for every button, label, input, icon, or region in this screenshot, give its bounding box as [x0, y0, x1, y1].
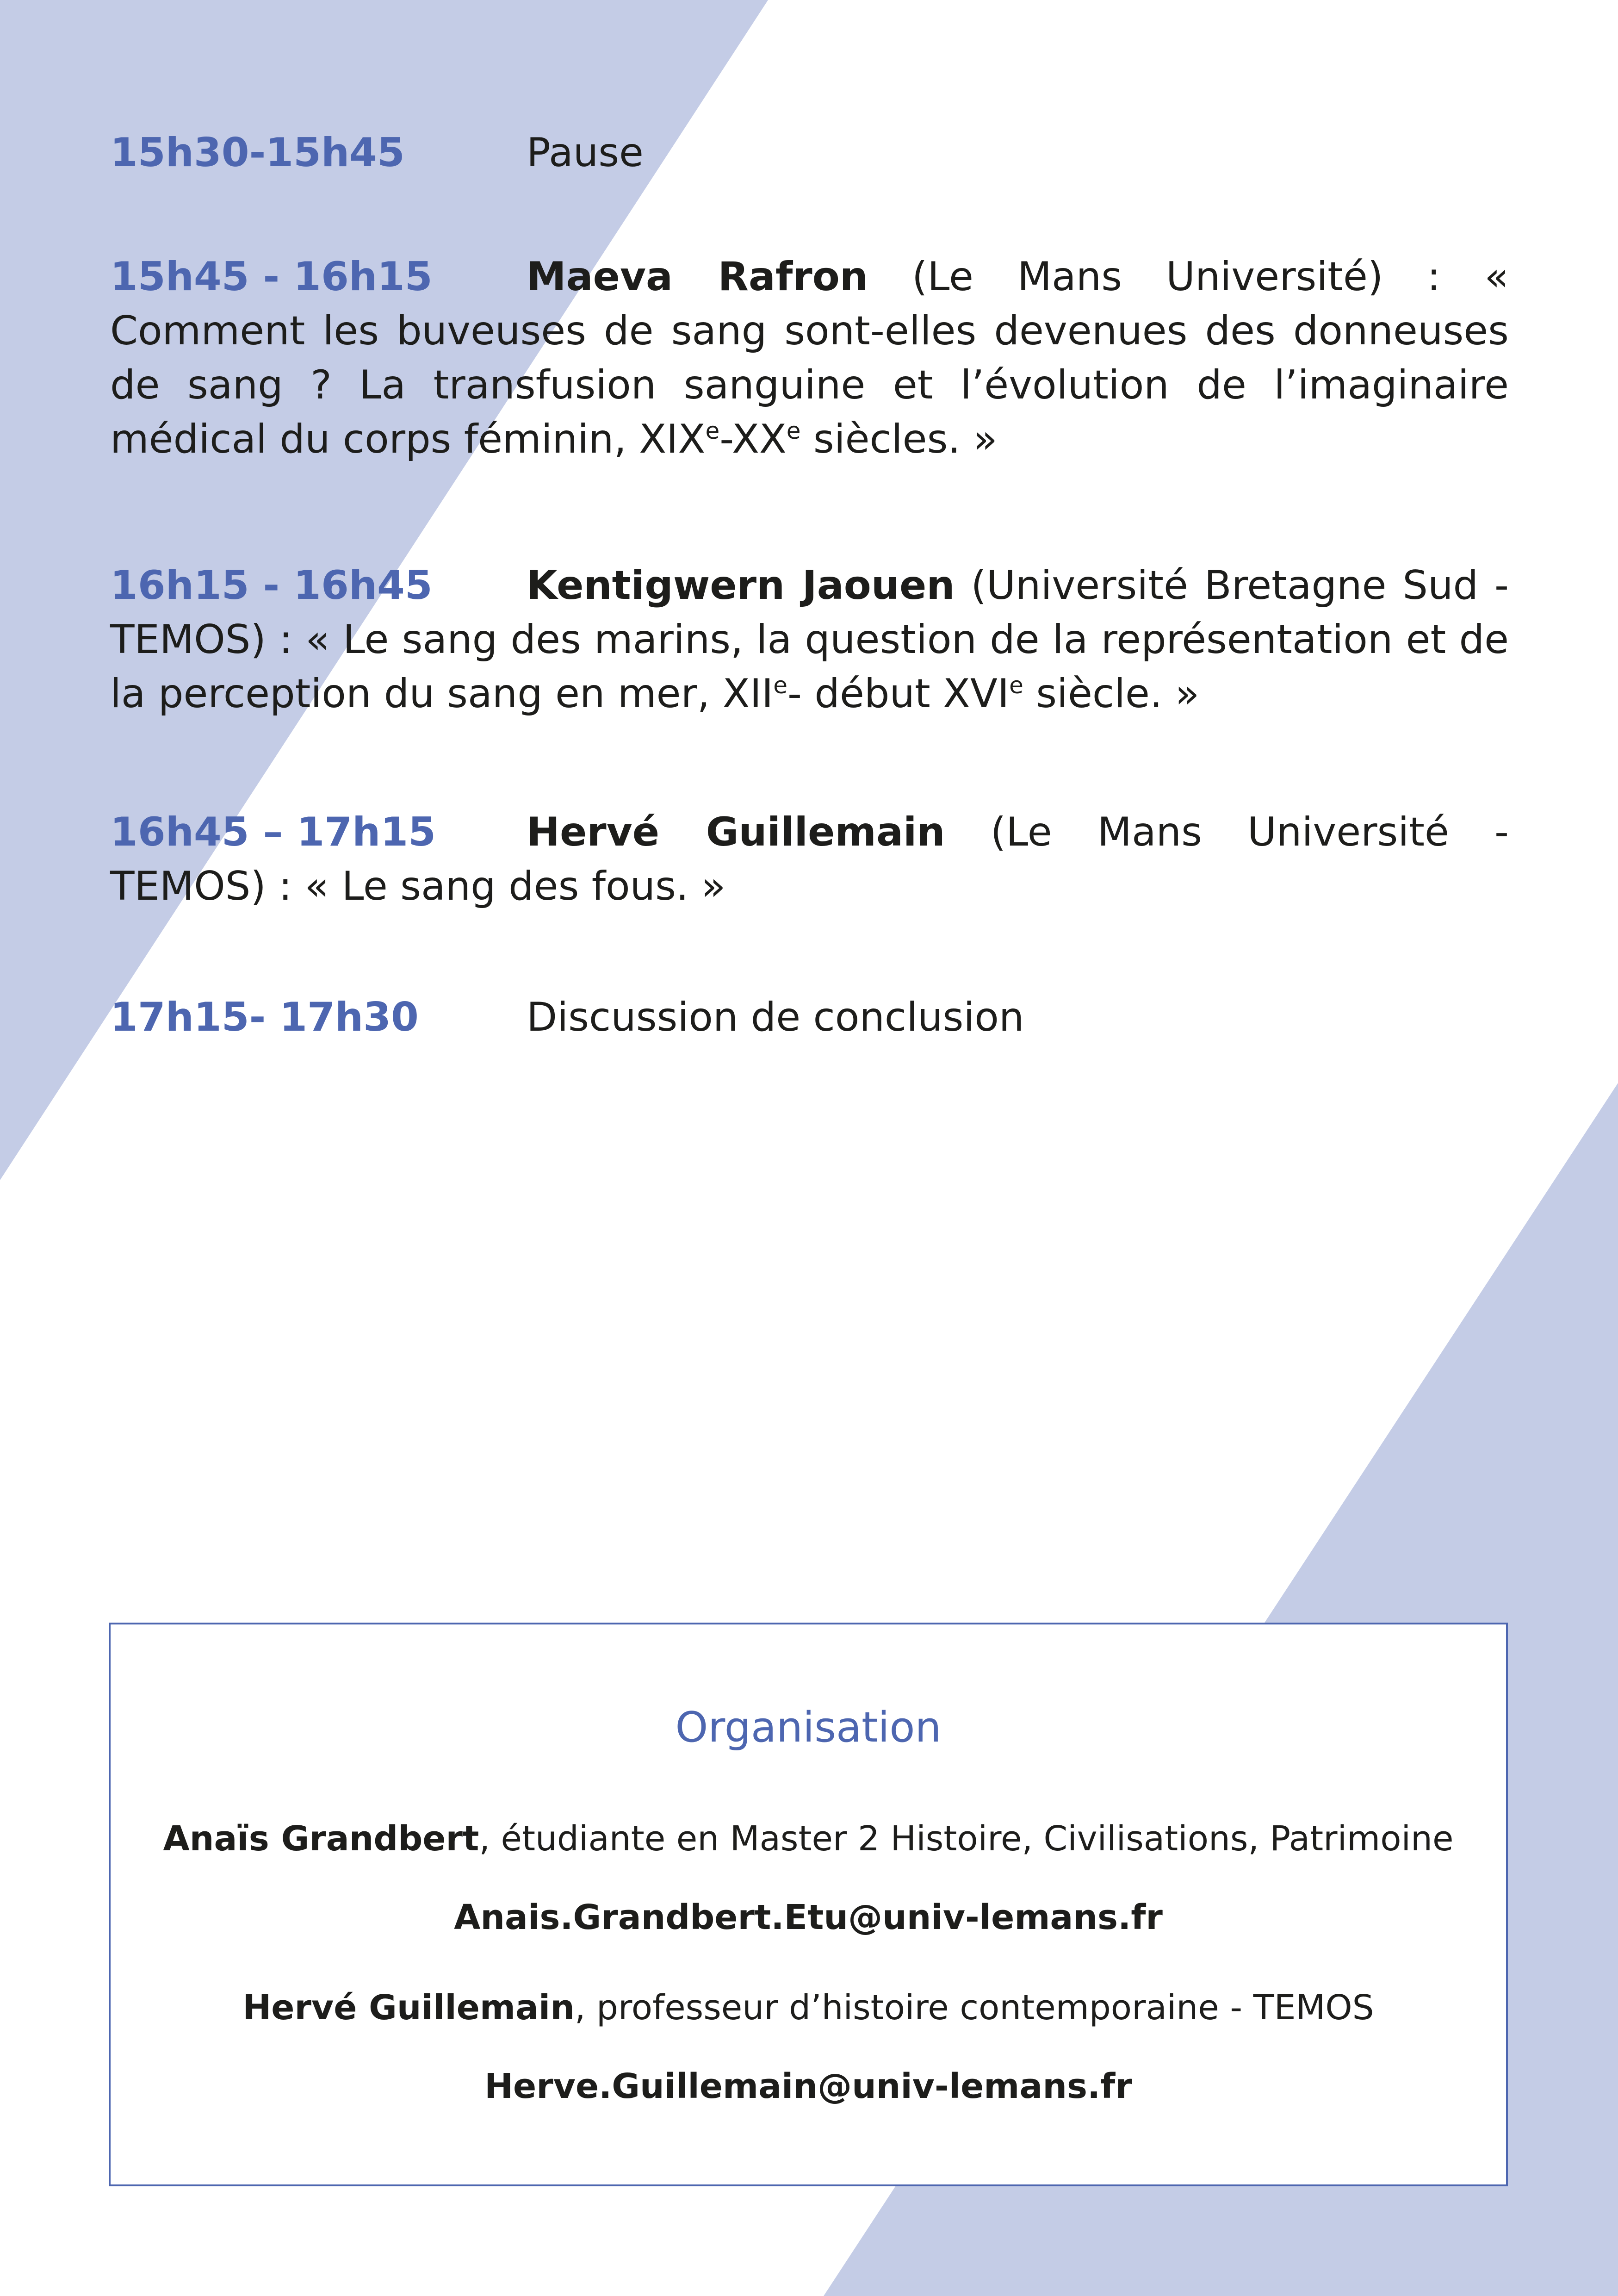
time-slot: 17h15- 17h30 [110, 994, 419, 1040]
organiser-name: Anaïs Grandbert [163, 1819, 479, 1859]
organiser-name: Hervé Guillemain [242, 1988, 575, 2028]
schedule-item-talk-1 [110, 250, 1509, 467]
item-text: Pause [527, 130, 644, 176]
speaker-name: Kentigwern Jaouen [527, 562, 955, 609]
organiser-role: , étudiante en Master 2 Histoire, Civilisations, Patrimoine [479, 1819, 1454, 1859]
time-slot: 16h45 – 17h15 [110, 809, 436, 855]
organiser-role: , professeur d’histoire contemporaine - TEMOS [574, 1988, 1374, 2028]
superscript: e [705, 417, 720, 444]
time-slot: 15h45 - 16h15 [110, 254, 433, 300]
email-link[interactable]: Anais.Grandbert.Etu@univ-lemans.fr [454, 1898, 1163, 1937]
item-text: Discussion de conclusion [527, 994, 1024, 1040]
schedule-item-talk-3 [110, 805, 1509, 914]
speaker-name: Maeva Rafron [527, 254, 868, 300]
speaker-name: Hervé Guillemain [527, 809, 945, 855]
organiser-1 [111, 1819, 1506, 1859]
talk-details: (Le Mans Université - TEMOS) : « Le sang des fous. » [110, 809, 1509, 909]
talk-details: (Le Mans Université) : « Comment les buveuses de sang sont-elles devenues des donneuses de sang ? La transfusion sanguine et l’évolution de l’imaginaire médical du corps féminin, XIX [110, 254, 1509, 462]
time-slot: 15h30-15h45 [110, 130, 405, 176]
talk-details-mid: - début XVI [787, 671, 1010, 717]
superscript: e [1009, 672, 1023, 699]
superscript: e [773, 672, 788, 699]
talk-details-mid: -XX [719, 416, 787, 462]
organisation-box [109, 1623, 1508, 2186]
time-slot: 16h15 - 16h45 [110, 562, 433, 609]
organiser-1-email[interactable] [111, 1898, 1506, 1937]
talk-details-tail: siècle. » [1023, 671, 1200, 717]
schedule-item-conclusion [110, 990, 1509, 1045]
schedule-item-pause [110, 126, 1509, 180]
schedule-item-talk-2 [110, 559, 1509, 721]
talk-details: (Université Bretagne Sud - TEMOS) : « Le sang des marins, la question de la représentation et de la perception du sang en mer, XII [110, 562, 1509, 717]
talk-details-tail: siècles. » [800, 416, 998, 462]
organiser-2-email[interactable] [111, 2066, 1506, 2106]
organiser-2 [111, 1988, 1506, 2028]
superscript: e [786, 417, 801, 444]
email-link[interactable]: Herve.Guillemain@univ-lemans.fr [484, 2066, 1132, 2106]
organisation-title: Organisation [675, 1703, 942, 1752]
